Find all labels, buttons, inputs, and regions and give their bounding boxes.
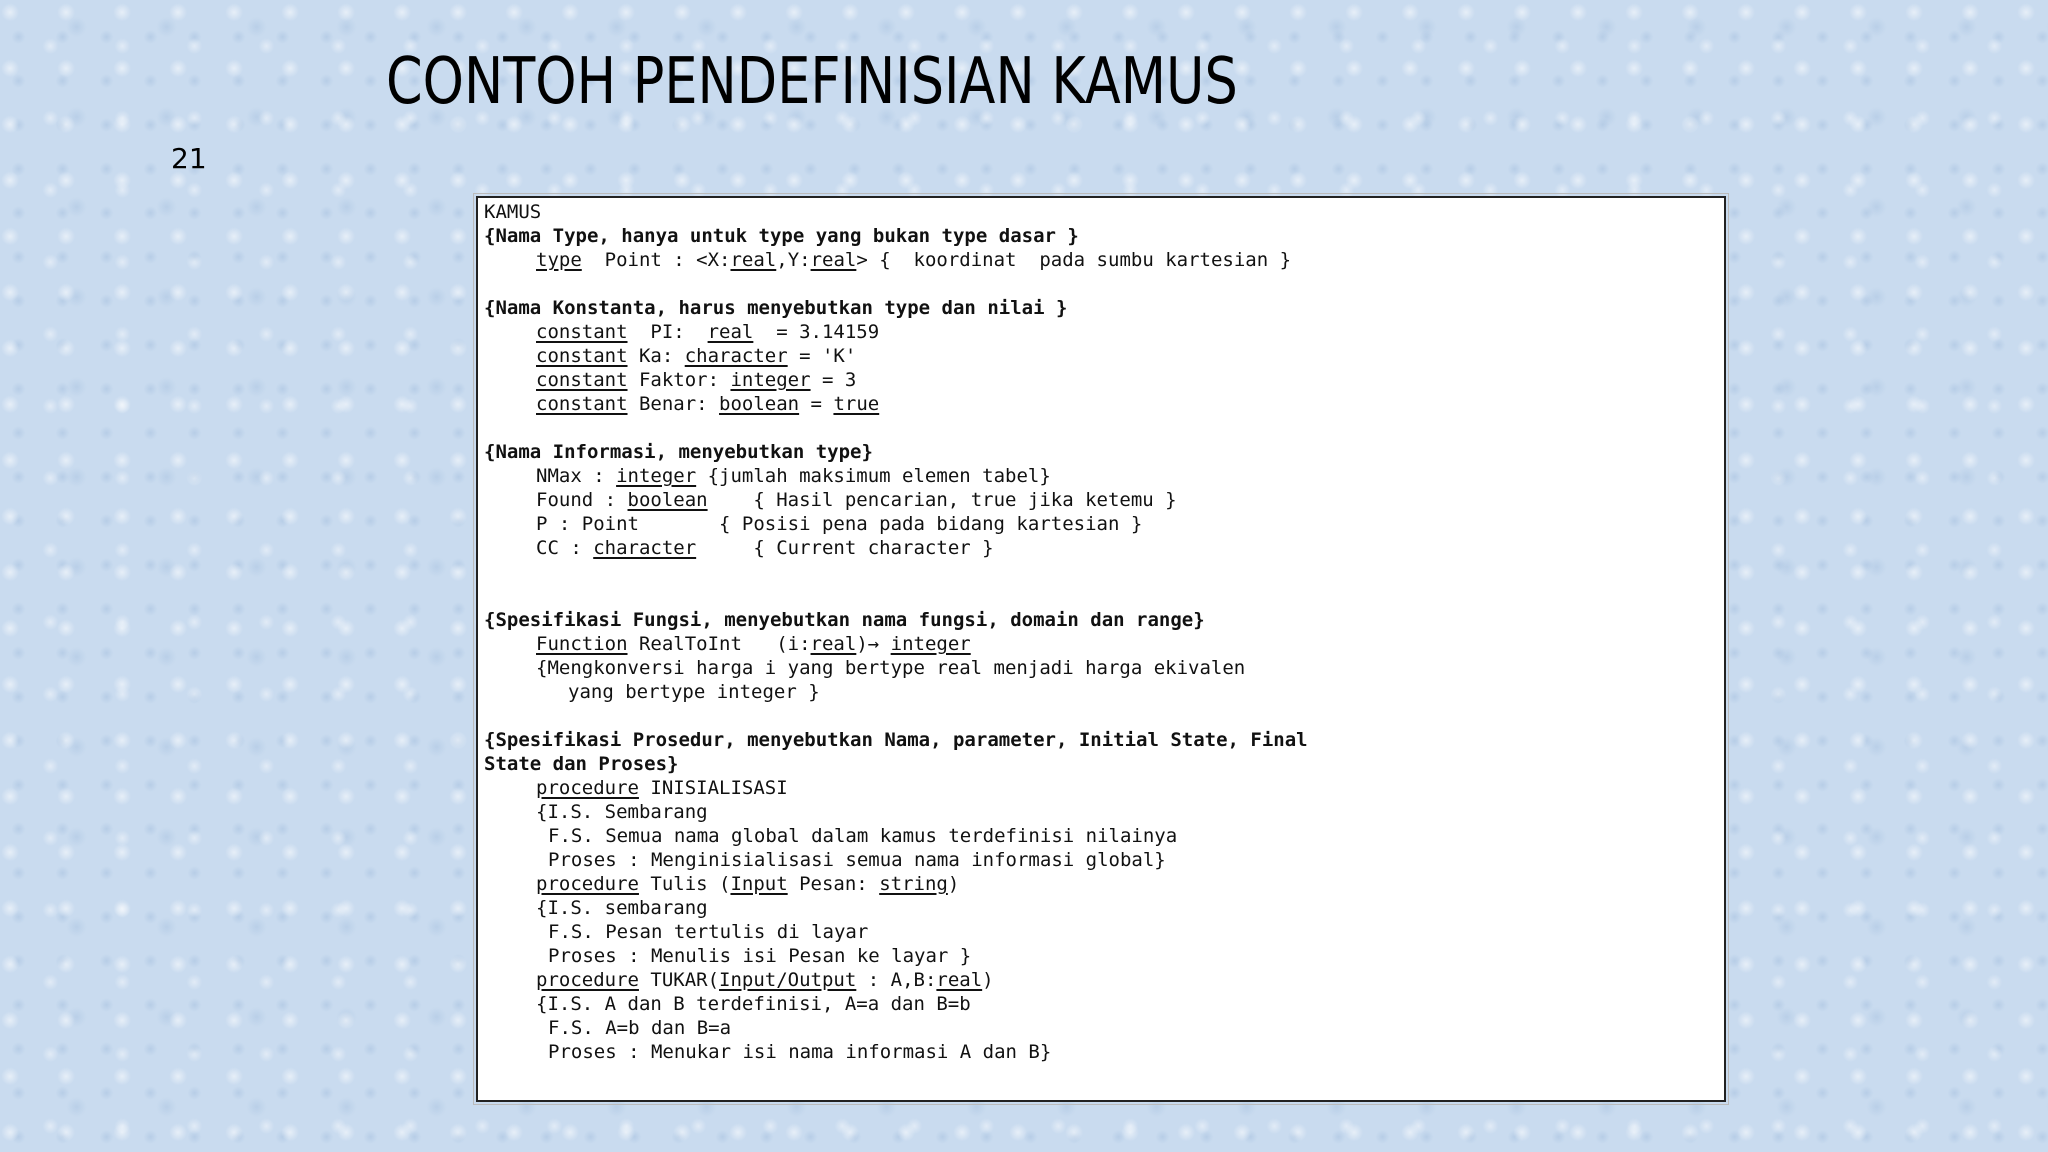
- code-keyword: boolean: [627, 489, 708, 511]
- code-blank-line: [484, 704, 1718, 728]
- code-blank-line: [484, 560, 1718, 584]
- code-text: P : Point { Posisi pena pada bidang kartesian }: [536, 513, 1143, 535]
- code-keyword: true: [833, 393, 880, 415]
- code-line: [484, 752, 1718, 776]
- code-text: Faktor:: [627, 369, 731, 391]
- code-line: [484, 776, 1718, 800]
- code-line: [484, 344, 1718, 368]
- code-keyword: type: [536, 249, 582, 271]
- code-line: [484, 944, 1718, 968]
- code-line: [484, 800, 1718, 824]
- code-line: [484, 1040, 1718, 1064]
- code-text: = 3: [810, 369, 857, 391]
- code-line: [484, 920, 1718, 944]
- code-line: [484, 296, 1718, 320]
- slide-title: CONTOH PENDEFINISIAN KAMUS: [386, 45, 1238, 119]
- code-text: F.S. Semua nama global dalam kamus terdefinisi nilainya: [548, 825, 1178, 847]
- code-keyword: character: [684, 345, 788, 367]
- code-keyword: procedure: [536, 873, 639, 895]
- code-keyword: integer: [730, 369, 811, 391]
- code-text: {Nama Type, hanya untuk type yang bukan type dasar }: [484, 225, 1079, 247]
- code-text: Point : <X:: [581, 249, 731, 271]
- code-keyword: real: [810, 633, 857, 655]
- code-text: : A,B:: [856, 969, 937, 991]
- code-keyword: integer: [890, 633, 971, 655]
- code-text: Proses : Menginisialisasi semua nama informasi global}: [548, 849, 1166, 871]
- code-line: [484, 968, 1718, 992]
- code-text: )→: [856, 633, 891, 655]
- code-line: [484, 896, 1718, 920]
- code-text: {jumlah maksimum elemen tabel}: [696, 465, 1051, 487]
- code-line: [484, 320, 1718, 344]
- code-line: [484, 440, 1718, 464]
- code-text: {Mengkonversi harga i yang bertype real menjadi harga ekivalen: [536, 657, 1246, 679]
- code-line: [484, 872, 1718, 896]
- code-keyword: procedure: [536, 777, 639, 799]
- code-keyword: real: [810, 249, 857, 271]
- code-keyword: Input: [730, 873, 788, 895]
- code-text: { Hasil pencarian, true jika ketemu }: [707, 489, 1177, 511]
- code-text: {Nama Konstanta, harus menyebutkan type dan nilai }: [484, 297, 1068, 319]
- code-text: Proses : Menulis isi Pesan ke layar }: [548, 945, 972, 967]
- code-text: ): [982, 969, 994, 991]
- code-keyword: boolean: [719, 393, 800, 415]
- code-text: NMax :: [536, 465, 617, 487]
- code-blank-line: [484, 416, 1718, 440]
- code-keyword: Input/Output: [719, 969, 857, 991]
- slide-number: 21: [171, 142, 207, 175]
- code-text: = 3.14159: [753, 321, 880, 343]
- code-keyword: character: [593, 537, 697, 559]
- code-line: [484, 824, 1718, 848]
- code-text: {I.S. sembarang: [536, 897, 708, 919]
- code-keyword: constant: [536, 393, 628, 415]
- code-text: Ka:: [627, 345, 685, 367]
- code-line: [484, 224, 1718, 248]
- code-blank-line: [484, 584, 1718, 608]
- code-text: KAMUS: [484, 201, 542, 223]
- code-line: [484, 392, 1718, 416]
- code-keyword: constant: [536, 345, 628, 367]
- code-line: [484, 1016, 1718, 1040]
- code-line: [484, 368, 1718, 392]
- code-line: [484, 848, 1718, 872]
- code-keyword: integer: [616, 465, 697, 487]
- code-text: =: [799, 393, 834, 415]
- code-text: CC :: [536, 537, 594, 559]
- code-line: [484, 512, 1718, 536]
- code-line: [484, 992, 1718, 1016]
- code-blank-line: [484, 272, 1718, 296]
- code-text: ): [947, 873, 960, 895]
- code-line: [484, 728, 1718, 752]
- kamus-code-listing: [484, 200, 1718, 1064]
- code-text: TUKAR(: [638, 969, 720, 991]
- code-text: INISIALISASI: [638, 777, 788, 799]
- code-keyword: procedure: [536, 969, 639, 991]
- code-text: Proses : Menukar isi nama informasi A dan B}: [548, 1041, 1052, 1063]
- code-line: [484, 488, 1718, 512]
- code-keyword: constant: [536, 321, 628, 343]
- code-line: [484, 632, 1718, 656]
- code-line: [484, 608, 1718, 632]
- code-text: {I.S. Sembarang: [536, 801, 708, 823]
- code-keyword: constant: [536, 369, 628, 391]
- code-text: F.S. Pesan tertulis di layar: [548, 921, 869, 943]
- code-text: Tulis (: [638, 873, 731, 895]
- code-text: F.S. A=b dan B=a: [548, 1017, 732, 1039]
- code-text: { Current character }: [696, 537, 994, 559]
- code-text: ,Y:: [776, 249, 811, 271]
- code-line: [484, 464, 1718, 488]
- code-text: RealToInt (i:: [627, 633, 811, 655]
- code-text: State dan Proses}: [484, 753, 679, 775]
- code-text: Pesan:: [787, 873, 880, 895]
- code-line: [484, 248, 1718, 272]
- code-line: [484, 656, 1718, 680]
- code-keyword: real: [707, 321, 754, 343]
- code-text: Found :: [536, 489, 628, 511]
- code-keyword: Function: [536, 633, 628, 655]
- code-text: Benar:: [627, 393, 720, 415]
- code-text: PI:: [627, 321, 708, 343]
- code-text: {Nama Informasi, menyebutkan type}: [484, 441, 873, 463]
- code-text: {I.S. A dan B terdefinisi, A=a dan B=b: [536, 993, 971, 1015]
- code-text: > { koordinat pada sumbu kartesian }: [856, 249, 1292, 271]
- code-text: {Spesifikasi Prosedur, menyebutkan Nama, parameter, Initial State, Final: [484, 729, 1308, 751]
- code-text: yang bertype integer }: [568, 681, 820, 703]
- code-line: [484, 200, 1718, 224]
- code-line: [484, 536, 1718, 560]
- code-keyword: real: [730, 249, 777, 271]
- code-keyword: real: [936, 969, 983, 991]
- kamus-code-box: [476, 196, 1726, 1102]
- code-line: [484, 680, 1718, 704]
- code-text: {Spesifikasi Fungsi, menyebutkan nama fungsi, domain dan range}: [484, 609, 1205, 631]
- code-text: = 'K': [787, 345, 857, 367]
- code-keyword: string: [879, 873, 948, 895]
